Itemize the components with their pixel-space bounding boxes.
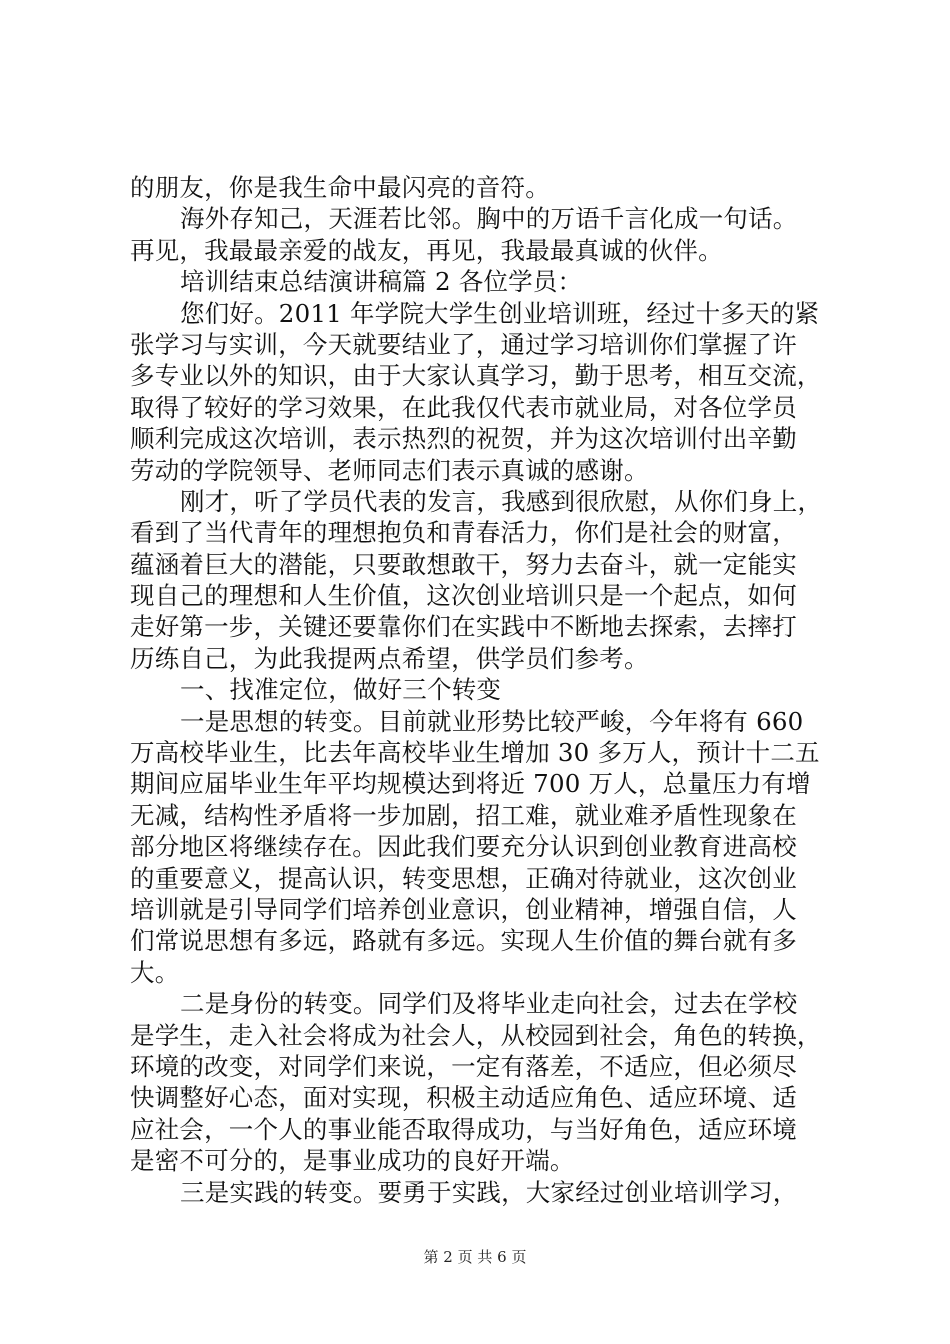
text-line: 再见，我最最亲爱的战友，再见，我最最真诚的伙伴。	[130, 235, 723, 265]
text-line: 您们好。2011 年学院大学生创业培训班，经过十多天的紧	[180, 298, 820, 328]
document-body	[130, 172, 830, 1208]
text-line: 顺利完成这次培训，表示热烈的祝贺，并为这次培训付出辛勤	[130, 424, 797, 454]
text-line: 海外存知己，天涯若比邻。胸中的万语千言化成一句话。	[180, 204, 798, 234]
text-line: 取得了较好的学习效果，在此我仅代表市就业局，对各位学员	[130, 392, 797, 422]
text-line: 看到了当代青年的理想抱负和青春活力，你们是社会的财富，	[130, 518, 797, 548]
text-line: 是学生，走入社会将成为社会人，从校园到社会，角色的转换，	[130, 1020, 822, 1050]
text-line: 的朋友，你是我生命中最闪亮的音符。	[130, 173, 550, 202]
text-line: 应社会，一个人的事业能否取得成功，与当好角色，适应环境	[130, 1114, 797, 1144]
text-line: 一是思想的转变。目前就业形势比较严峻，今年将有 660	[180, 706, 804, 736]
text-line: 们常说思想有多远，路就有多远。实现人生价值的舞台就有多	[130, 926, 797, 956]
text-line: 走好第一步，关键还要靠你们在实践中不断地去探索，去摔打	[130, 612, 797, 642]
text-line: 一、找准定位，做好三个转变	[180, 675, 502, 705]
text-line: 大。	[130, 957, 180, 987]
text-line: 现自己的理想和人生价值，这次创业培训只是一个起点，如何	[130, 581, 797, 611]
text-line: 无减，结构性矛盾将一步加剧，招工难，就业难矛盾性现象在	[130, 800, 797, 830]
text-line: 三是实践的转变。要勇于实践，大家经过创业培训学习，	[180, 1177, 798, 1207]
text-line: 历练自己，为此我提两点希望，供学员们参考。	[130, 643, 649, 673]
text-line: 多专业以外的知识，由于大家认真学习，勤于思考，相互交流，	[130, 361, 822, 391]
text-line: 培训结束总结演讲稿篇 2 各位学员：	[180, 267, 583, 297]
text-line: 劳动的学院领导、老师同志们表示真诚的感谢。	[130, 455, 649, 485]
text-line: 快调整好心态，面对实现，积极主动适应角色、适应环境、适	[130, 1083, 797, 1113]
text-line: 刚才，听了学员代表的发言，我感到很欣慰，从你们身上，	[180, 486, 823, 516]
page-footer: 第 2 页 共 6 页	[423, 1248, 527, 1266]
text-line: 期间应届毕业生年平均规模达到将近 700 万人，总量压力有增	[130, 769, 811, 799]
text-line: 是密不可分的，是事业成功的良好开端。	[130, 1146, 575, 1176]
text-line: 万高校毕业生，比去年高校毕业生增加 30 多万人，预计十二五	[130, 738, 820, 768]
text-line: 二是身份的转变。同学们及将毕业走向社会，过去在学校	[180, 989, 798, 1019]
text-line: 的重要意义，提高认识，转变思想，正确对待就业，这次创业	[130, 863, 797, 893]
text-line: 培训就是引导同学们培养创业意识，创业精神，增强自信，人	[130, 894, 797, 924]
text-line: 蕴涵着巨大的潜能，只要敢想敢干，努力去奋斗，就一定能实	[130, 549, 797, 579]
text-line: 部分地区将继续存在。因此我们要充分认识到创业教育进高校	[130, 832, 797, 862]
text-line: 张学习与实训，今天就要结业了，通过学习培训你们掌握了许	[130, 329, 797, 359]
text-line: 环境的改变，对同学们来说，一定有落差，不适应，但必须尽	[130, 1051, 797, 1081]
